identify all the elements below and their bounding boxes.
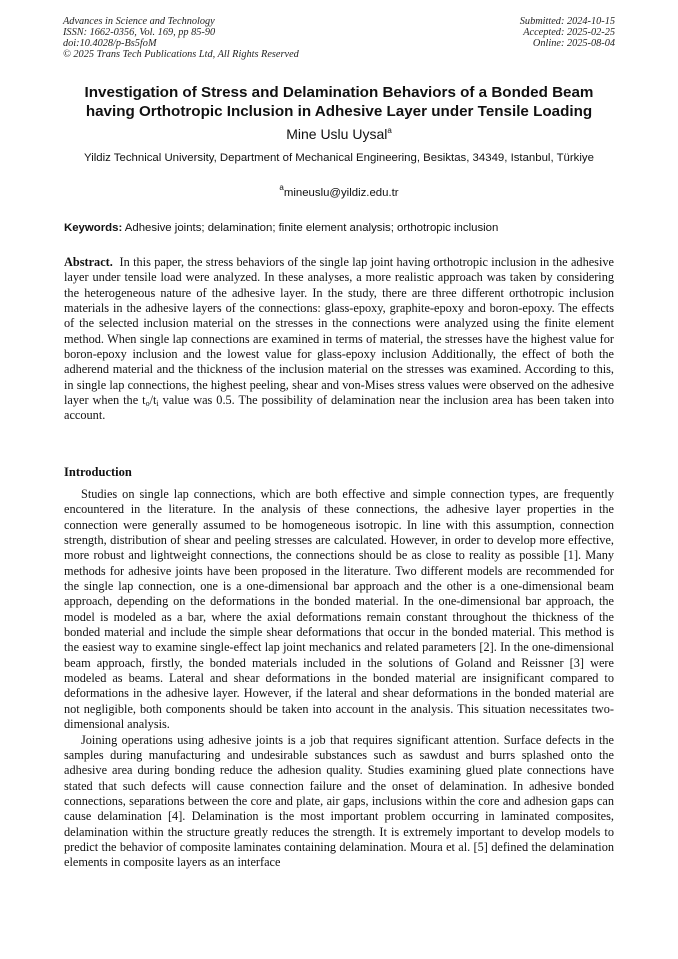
author-email: mineuslu@yildiz.edu.tr — [283, 187, 399, 199]
online-date: Online: 2025-08-04 — [532, 38, 615, 49]
introduction-paragraph: Joining operations using adhesive joints is a job that requires significant attention. Surface defects in the samples during manufacturing and undesirable substances such as sawdust and burrs splashed onto the adhesive area during bonding reduce the adhesion quality. Studies examining glued plate connections have stated that such defects will cause connection failure and the onset of delamination. In adhesive bonded connections, separations between the core and plate, air gaps, inclusions within the core and adhesion gaps can cause delamination [4]. Delamination is the most important problem occurring in laminated composites, delamination within the structure greatly reduces the strength. It is extremely important to develop models to predict the behavior of composite laminates containing delamination. Moura et al. [5] defined the delamination elements in composite layers as an interface — [64, 732, 614, 870]
abstract-text-part2: value was 0.5. The possibility of delamination near the inclusion area has been taken into account. — [64, 393, 615, 423]
email-superscript: a — [279, 183, 284, 192]
keywords-text: Adhesive joints; delamination; finite element analysis; orthotropic inclusion — [124, 222, 499, 234]
journal-issn: ISSN: 1662-0356, Vol. 169, pp 85-90 — [63, 27, 216, 38]
journal-doi: doi:10.4028/p-Bs5foM — [63, 38, 157, 49]
abstract-text-part1: In this paper, the stress behaviors of the single lap joint having orthotropic inclusion in the adhesive layer under tensile load were analyzed. In these analyses, a more realistic approach was taken by considering the heterogeneous nature of the adhesive layer. In the study, there are three different orthotropic inclusion materials in the adhesive layers of the connections: glass-epoxy, graphite-epoxy and boron-epoxy. The effects of the selected inclusion material on the stresses in the connections were analyzed using the finite element method. When single lap connections are examined in terms of material, the stresses have the highest value for boron-epoxy inclusion and the lowest value for glass-epoxy inclusion Additionally, the effect of both the adherend material and the thickness of the inclusion material on the stresses was examined. According to this, in single lap connections, the highest peeling, shear and von-Mises stress values were observed on the adhesive layer when the t — [64, 255, 614, 408]
submission-dates — [520, 16, 615, 49]
abstract-sub-i: i — [156, 399, 159, 409]
author-name: Mine Uslu Uysal — [286, 126, 388, 142]
abstract — [64, 255, 614, 424]
author-email-line — [60, 183, 618, 200]
keywords-label: Keywords: — [64, 222, 123, 234]
journal-copyright: © 2025 Trans Tech Publications Ltd, All Rights Reserved — [63, 49, 299, 60]
journal-info — [63, 16, 299, 60]
accepted-date: Accepted: 2025-02-25 — [523, 27, 615, 38]
abstract-slash: /t — [149, 393, 157, 408]
author-affiliation: Yildiz Technical University, Department of Mechanical Engineering, Besiktas, 34349, Istanbul, Türkiye — [84, 152, 594, 164]
introduction-paragraph: Studies on single lap connections, which are both effective and simple connection types, are frequently encountered in the literature. In the analysis of these connections, the adhesive layer properties in the connection were generally assumed to be homogeneous isotropic. In line with this assumption, connection strength, distribution of shear and peeling stresses are calculated. However, in order to develop more effective, more robust and lightweight connections, the connections should be as close to reality as possible [1]. Many methods for adhesive joints have been proposed in the literature. Two different models are recommended for the single lap connection, one is a one-dimensional bar approach and the other is a one-dimensional beam approach, depending on the deformations in the bonded material. In the one-dimensional bar approach, the model is modeled as a bar, where the axial deformations remain constant throughout the thickness of the bonded material and include the simple shear deformations that occur in the bonded material. This method is the easiest way to examine single-effect lap joint mechanics and related parameters [2]. In the one-dimensional beam approach, firstly, the bonded materials included in the solutions of Goland and Reissner [3] were modeled as beams. Lateral and shear deformations in the bonded material are insignificant compared to deformations in the adhesive layer. However, if the lateral and shear deformations in the bonded material are not negligible, both components should be taken into account in the analysis. This situation necessitates two-dimensional analysis. — [64, 487, 614, 732]
introduction-heading: Introduction — [64, 465, 132, 479]
keywords — [64, 221, 614, 235]
author-superscript: a — [387, 126, 392, 135]
abstract-label: Abstract. — [64, 255, 113, 269]
author-line — [60, 126, 618, 143]
paper-title: Investigation of Stress and Delamination Behaviors of a Bonded Beam having Orthotropic Inclusion in Adhesive Layer under Tensile Loading — [84, 84, 594, 120]
submitted-date: Submitted: 2024-10-15 — [519, 16, 615, 27]
abstract-sub-o: o — [145, 399, 150, 409]
journal-name: Advances in Science and Technology — [63, 16, 215, 27]
introduction-body — [64, 487, 614, 871]
